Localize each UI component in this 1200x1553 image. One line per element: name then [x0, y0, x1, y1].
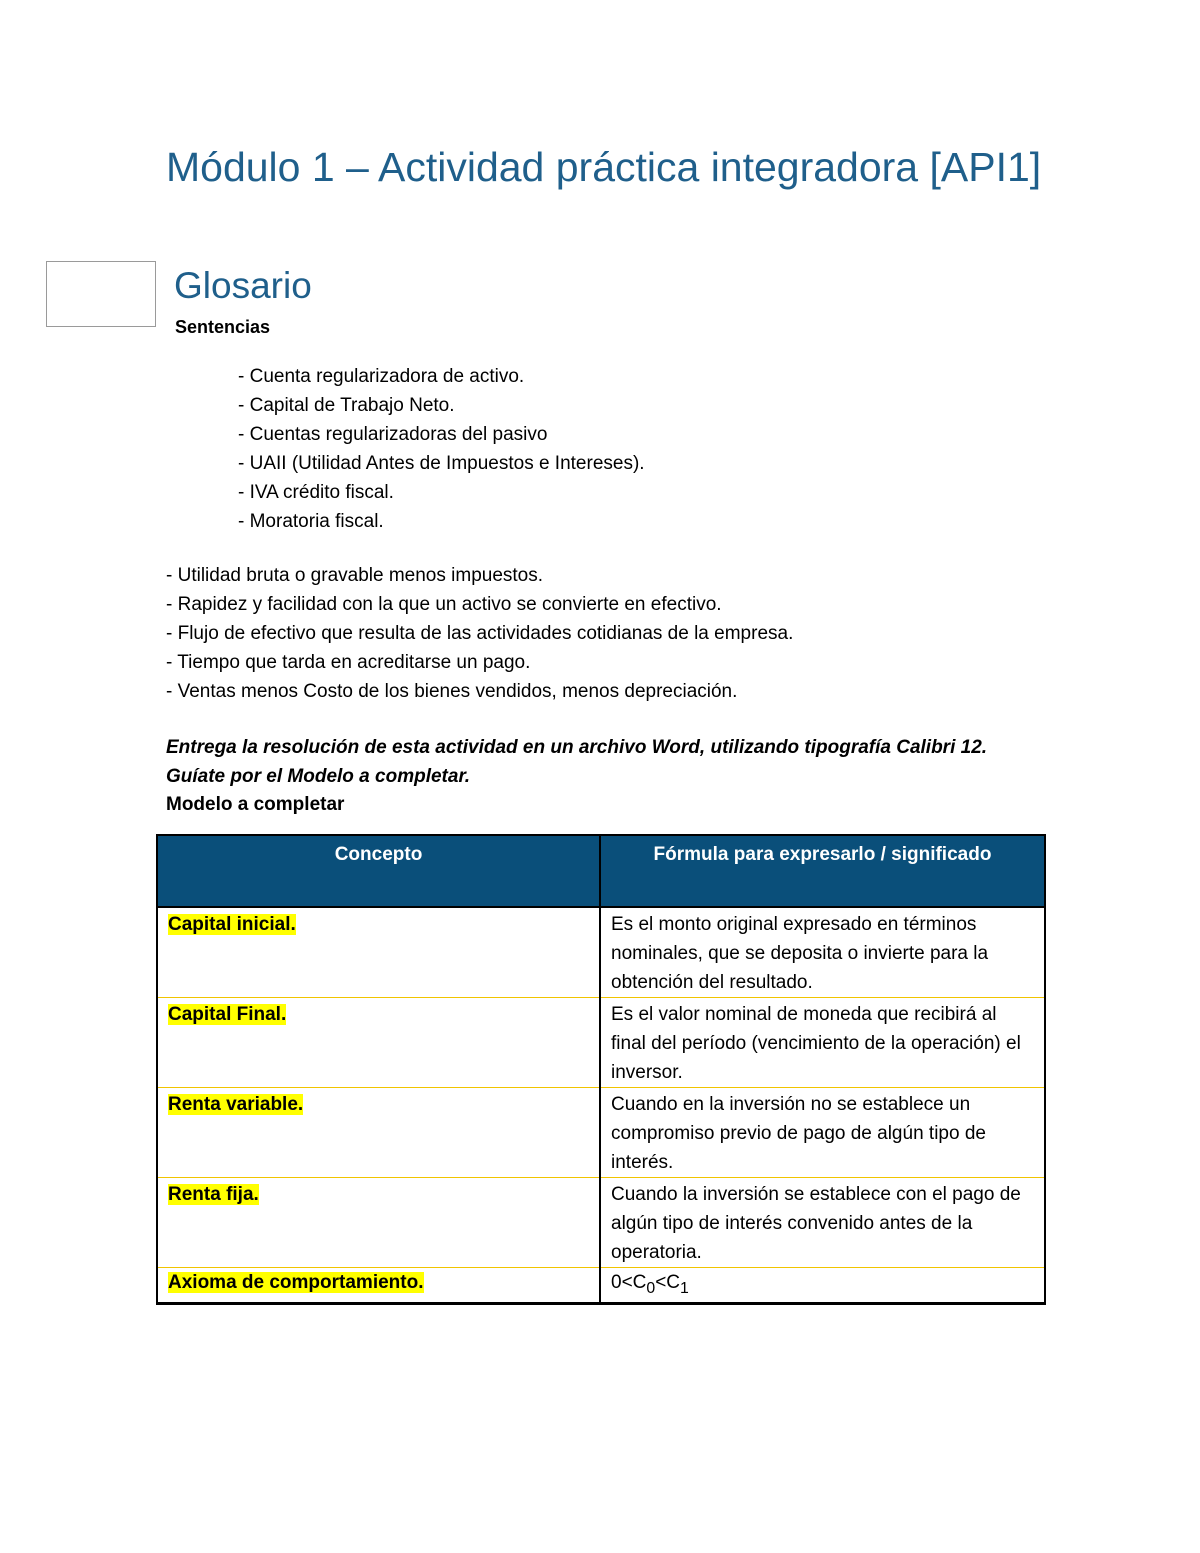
- list-item: - Rapidez y facilidad con la que un activo se convierte en efectivo.: [166, 594, 722, 615]
- formula-cell: [600, 1268, 1045, 1304]
- section-title-glosario: Glosario: [174, 265, 312, 306]
- terms-list: [238, 362, 645, 536]
- list-item: - IVA crédito fiscal.: [238, 482, 394, 503]
- formula-lead: 0<C: [611, 1272, 647, 1293]
- meaning-cell: Cuando en la inversión no se establece un compromiso previo de pago de algún tipo de interés.: [600, 1088, 1045, 1178]
- table-row: [157, 907, 1045, 998]
- concept-cell: [157, 1178, 600, 1268]
- table-row: [157, 1178, 1045, 1268]
- table-row: [157, 1088, 1045, 1178]
- concept-cell: [157, 1268, 600, 1304]
- concept-highlight: Capital inicial.: [168, 914, 296, 935]
- header-formula: Fórmula para expresarlo / significado: [600, 835, 1045, 907]
- list-item: - Capital de Trabajo Neto.: [238, 395, 455, 416]
- concept-cell: [157, 1088, 600, 1178]
- list-item: - Cuentas regularizadoras del pasivo: [238, 424, 548, 445]
- subsection-sentencias: Sentencias: [175, 317, 271, 337]
- concept-highlight: Capital Final.: [168, 1004, 287, 1025]
- meaning-cell: Es el valor nominal de moneda que recibirá al final del período (vencimiento de la operación) el inversor.: [600, 998, 1045, 1088]
- table-header-row: [157, 835, 1045, 907]
- list-item: - Utilidad bruta o gravable menos impuestos.: [166, 565, 544, 586]
- table-row: [157, 1268, 1045, 1304]
- meaning-cell: Cuando la inversión se establece con el pago de algún tipo de interés convenido antes de la operatoria.: [600, 1178, 1045, 1268]
- list-item: - Cuenta regularizadora de activo.: [238, 366, 525, 387]
- table-row: [157, 998, 1045, 1088]
- concept-highlight: Renta variable.: [168, 1094, 304, 1115]
- list-item: - Moratoria fiscal.: [238, 511, 384, 532]
- list-item: - UAII (Utilidad Antes de Impuestos e Intereses).: [238, 453, 645, 474]
- formula-mid: <C: [655, 1272, 681, 1293]
- concept-cell: [157, 907, 600, 998]
- list-item: - Flujo de efectivo que resulta de las actividades cotidianas de la empresa.: [166, 623, 794, 644]
- formula-subscript-0: 0: [646, 1279, 656, 1297]
- model-label: Modelo a completar: [166, 794, 345, 815]
- list-item: - Ventas menos Costo de los bienes vendidos, menos depreciación.: [166, 681, 738, 702]
- document-title: Módulo 1 – Actividad práctica integradora [API1]: [166, 144, 1042, 190]
- instruction-text: Entrega la resolución de esta actividad en un archivo Word, utilizando tipografía Calibri 12. Guíate por el Modelo a completar.: [166, 737, 988, 787]
- meaning-cell: Es el monto original expresado en términos nominales, que se deposita o invierte para la obtención del resultado.: [600, 907, 1045, 998]
- model-table: [156, 834, 1046, 1305]
- concept-highlight: Axioma de comportamiento.: [168, 1272, 424, 1293]
- list-item: - Tiempo que tarda en acreditarse un pago.: [166, 652, 531, 673]
- concept-cell: [157, 998, 600, 1088]
- empty-box: [46, 261, 156, 327]
- header-concepto: Concepto: [157, 835, 600, 907]
- concept-highlight: Renta fija.: [168, 1184, 259, 1205]
- definitions-list: [166, 561, 793, 706]
- formula-subscript-1: 1: [680, 1279, 689, 1297]
